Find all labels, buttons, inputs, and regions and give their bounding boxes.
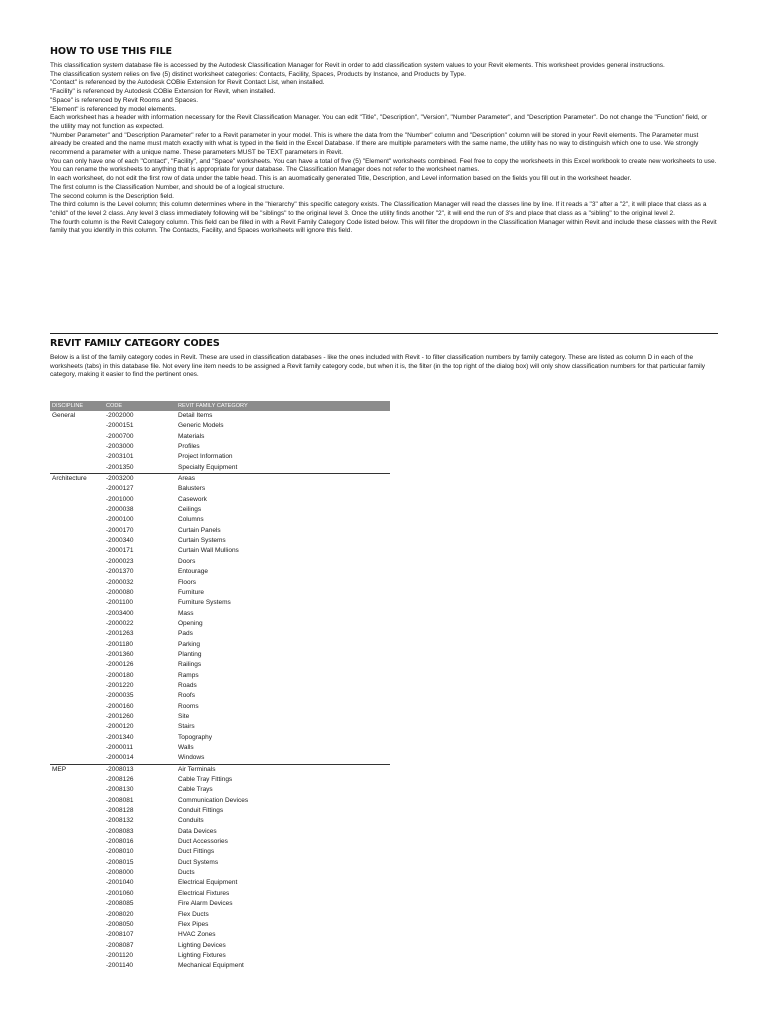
- how-to-section: [50, 46, 718, 308]
- code-cell: -2008015: [106, 858, 134, 866]
- discipline-cell: [50, 505, 104, 515]
- code-cell: -2001120: [106, 951, 133, 959]
- code-cell: -2003200: [106, 475, 134, 483]
- code-cell: -2001360: [106, 650, 134, 658]
- how-to-paragraph: The first column is the Classification Number, and should be of a logical structure.: [50, 183, 285, 191]
- header-discipline: DISCIPLINE: [50, 401, 104, 411]
- code-cell: -2008016: [106, 838, 134, 846]
- code-cell: -2001350: [104, 463, 176, 474]
- category-cell: Communication Devices: [178, 796, 249, 804]
- discipline-cell: [50, 743, 104, 753]
- category-cell: Walls: [178, 744, 194, 751]
- code-cell: -2000038: [106, 506, 134, 514]
- category-cell: Casework: [178, 495, 207, 503]
- code-cell: -2000100: [106, 516, 134, 524]
- how-to-paragraphs: [50, 62, 718, 236]
- how-to-paragraph: You can only have one of each "Contact", "Facility", and "Space" worksheets. You can have a total of five (5) "Element" worksheets combined. Feel free to copy the worksheets in this Excel workbook to create new worksheets to use.: [50, 157, 717, 165]
- table-row: [50, 505, 390, 515]
- code-cell: -2008081: [106, 796, 134, 804]
- codes-title: REVIT FAMILY CATEGORY CODES: [50, 338, 220, 349]
- category-cell: Floors: [178, 578, 197, 586]
- table-row: [50, 847, 390, 857]
- discipline-cell: [50, 920, 104, 930]
- category-cell: Curtain Panels: [178, 526, 221, 534]
- category-cell: Railings: [178, 661, 202, 669]
- discipline-cell: [50, 452, 104, 462]
- code-cell: -2000127: [106, 485, 134, 493]
- header-category: REVIT FAMILY CATEGORY: [176, 401, 390, 411]
- code-cell: -2008010: [106, 848, 134, 856]
- code-cell: -2008130: [106, 786, 134, 794]
- category-cell: Mechanical Equipment: [178, 962, 244, 970]
- table-row: [50, 733, 390, 743]
- discipline-cell: [50, 557, 104, 567]
- table-row: [50, 785, 390, 795]
- table-row: [50, 463, 390, 474]
- discipline-cell: [50, 640, 104, 650]
- code-cell: -2000120: [106, 723, 134, 731]
- code-cell: -2008107: [106, 931, 134, 939]
- code-cell: -2000035: [106, 692, 134, 700]
- code-cell: -2001370: [106, 568, 134, 576]
- category-cell: Cable Tray Fittings: [178, 776, 233, 784]
- discipline-cell: [50, 681, 104, 691]
- table-row: [50, 411, 390, 421]
- category-cell: Data Devices: [178, 827, 217, 835]
- table-row: [50, 753, 390, 764]
- discipline-cell: [50, 753, 104, 764]
- discipline-cell: [50, 785, 104, 795]
- category-cell: Opening: [178, 619, 203, 627]
- how-to-paragraph: This classification system database file is accessed by the Autodesk Classification Manager for Revit in order to add classification system values to your Revit elements. This worksheet provides general instructions.: [50, 62, 665, 69]
- category-cell: Site: [178, 712, 190, 720]
- code-cell: -2003000: [106, 443, 134, 451]
- code-cell: -2008126: [106, 776, 134, 784]
- code-cell: -2003400: [106, 609, 134, 617]
- discipline-cell: MEP: [52, 765, 67, 773]
- discipline-cell: [50, 712, 104, 722]
- code-cell: -2000080: [106, 588, 134, 596]
- code-cell: -2000170: [106, 526, 134, 534]
- code-cell: -2001260: [106, 712, 134, 720]
- category-cell: Curtain Wall Mullions: [178, 547, 239, 555]
- code-cell: -2000160: [106, 702, 134, 710]
- table-row: [50, 578, 390, 588]
- discipline-cell: [50, 733, 104, 743]
- category-cell: Flex Ducts: [178, 910, 209, 918]
- discipline-cell: [50, 837, 104, 847]
- code-cell: -2008087: [106, 941, 134, 949]
- category-cell: Air Terminals: [178, 765, 216, 773]
- table-row: [50, 920, 390, 930]
- table-row: [50, 889, 390, 899]
- discipline-cell: [50, 578, 104, 588]
- code-cell: -2001140: [106, 962, 133, 970]
- category-cell: Windows: [176, 753, 390, 764]
- category-cell: Conduit Fittings: [178, 807, 224, 815]
- category-cell: Furniture: [178, 588, 205, 596]
- table-row: [50, 536, 390, 546]
- table-row: [50, 691, 390, 701]
- category-cell: Ducts: [178, 869, 195, 877]
- how-to-paragraph: You can rename the worksheets to anything that is appropriate for your database. The Classification Manager does not refer to the worksheet names.: [50, 166, 480, 174]
- table-row: [50, 442, 390, 452]
- table-row: [50, 930, 390, 940]
- category-cell: Balusters: [178, 485, 206, 493]
- category-cell: Rooms: [178, 702, 199, 710]
- code-cell: -2008132: [106, 817, 134, 825]
- code-cell: -2001100: [106, 599, 133, 607]
- code-cell: -2000151: [106, 422, 134, 430]
- code-cell: -2008000: [106, 869, 134, 877]
- table-row: [50, 629, 390, 639]
- discipline-cell: [50, 816, 104, 826]
- table-row: [50, 858, 390, 868]
- code-cell: -2008085: [106, 900, 134, 908]
- code-cell: -2003101: [106, 453, 134, 461]
- table-row: [50, 640, 390, 650]
- category-cell: Duct Fittings: [178, 848, 215, 856]
- category-cell: Furniture Systems: [178, 599, 231, 607]
- table-row: [50, 961, 390, 971]
- table-row: [50, 868, 390, 878]
- how-to-paragraph: The classification system relies on five (5) distinct worksheet categories: Contacts, Facility, Spaces, Products by Instance, and Products by Type.: [50, 70, 466, 78]
- codes-section: [50, 338, 718, 380]
- table-row: [50, 764, 390, 775]
- table-row: [50, 827, 390, 837]
- discipline-cell: [50, 598, 104, 608]
- table-row: [50, 671, 390, 681]
- discipline-cell: [50, 858, 104, 868]
- category-cell: Flex Pipes: [178, 920, 209, 928]
- category-cell: Specialty Equipment: [176, 463, 390, 474]
- table-row: [50, 878, 390, 888]
- category-cell: Curtain Systems: [178, 537, 226, 545]
- table-row: [50, 712, 390, 722]
- discipline-cell: [50, 910, 104, 920]
- table-row: [50, 660, 390, 670]
- table-row: [50, 567, 390, 577]
- table-row: [50, 775, 390, 785]
- code-cell: -2001340: [106, 733, 134, 741]
- table-row: [50, 598, 390, 608]
- code-cell: -2000022: [106, 619, 134, 627]
- table-row: [50, 951, 390, 961]
- discipline-cell: [50, 536, 104, 546]
- category-cell: Areas: [178, 475, 195, 483]
- discipline-cell: [50, 889, 104, 899]
- how-to-title: HOW TO USE THIS FILE: [50, 46, 172, 57]
- table-row: [50, 421, 390, 431]
- category-cell: Lighting Devices: [178, 941, 226, 949]
- code-cell: -2000340: [106, 537, 134, 545]
- discipline-cell: [50, 442, 104, 452]
- discipline-cell: [50, 432, 104, 442]
- category-cell: Roofs: [178, 692, 195, 700]
- how-to-paragraph: Each worksheet has a header with information necessary for the Revit Classification Manager. You can edit "Title", "Description", "Version", "Number Parameter", and "Description Parameter". Do not change the "Function" field, or the utility may not function as expected.: [50, 114, 708, 130]
- category-cell: Columns: [178, 516, 204, 524]
- category-cell: Project Information: [178, 453, 233, 461]
- discipline-cell: [50, 526, 104, 536]
- discipline-cell: [50, 484, 104, 494]
- table-row: [50, 588, 390, 598]
- category-cell: Doors: [178, 557, 196, 565]
- category-codes-table: [50, 401, 390, 972]
- how-to-paragraph: The second column is the Description field.: [50, 192, 174, 200]
- table-row: [50, 806, 390, 816]
- discipline-cell: [50, 609, 104, 619]
- table-row: [50, 702, 390, 712]
- section-divider: [50, 333, 718, 334]
- discipline-cell: [50, 650, 104, 660]
- discipline-cell: [50, 702, 104, 712]
- category-cell: Detail Items: [178, 412, 213, 419]
- code-cell: -2000014: [104, 753, 176, 764]
- category-cell: Lighting Fixtures: [178, 951, 226, 959]
- discipline-cell: General: [52, 412, 76, 419]
- table-row: [50, 722, 390, 732]
- discipline-cell: [50, 847, 104, 857]
- codes-intro: Below is a list of the family category codes in Revit. These are used in classification databases - like the ones included with Revit - to filter classification numbers by family category. These are listed as column D in each of the worksheets (tabs) in this database file. Not every line item needs to be assigned a Revit family category code, but when it is, the filter (in the top right of the dialog box) will only show classification numbers for that particular family category, making it easier to find the pertinent ones.: [50, 354, 706, 379]
- discipline-cell: [50, 567, 104, 577]
- category-cell: Entourage: [178, 568, 208, 576]
- how-to-paragraph: "Element" is referenced by model elements.: [50, 105, 177, 113]
- category-cell: Topography: [178, 733, 212, 741]
- table-row: [50, 899, 390, 909]
- category-cell: Ramps: [178, 671, 199, 679]
- category-cell: Conduits: [178, 817, 204, 825]
- how-to-paragraph: The third column is the Level column; this column determines where in the "hierarchy" this specific category exists. The Classification Manager will read the classes line by line. If it reads a "3" after a "2", it will place that class as a "child" of the level 2 class. Any level 3 class immediately following will be "siblings" to the original level 3. Once the utility finds another "2", it will end the run of 3's and place that class as a "sibling" to the original level 2.: [50, 201, 707, 217]
- category-cell: Cable Trays: [178, 786, 213, 794]
- table-row: [50, 910, 390, 920]
- category-cell: Parking: [178, 640, 201, 648]
- discipline-cell: [50, 629, 104, 639]
- code-cell: -2008083: [106, 827, 134, 835]
- header-code: CODE: [104, 401, 176, 411]
- code-cell: -2000180: [106, 671, 134, 679]
- table-row: [50, 743, 390, 753]
- table-row: [50, 619, 390, 629]
- discipline-cell: [50, 899, 104, 909]
- discipline-cell: [50, 660, 104, 670]
- category-cell: Stairs: [178, 723, 195, 731]
- table-header-row: [50, 401, 390, 411]
- category-cell: Duct Accessories: [178, 838, 228, 846]
- table-row: [50, 495, 390, 505]
- code-cell: -2000032: [106, 578, 134, 586]
- category-cell: Pads: [178, 630, 193, 638]
- discipline-cell: [50, 806, 104, 816]
- code-cell: -2001263: [106, 630, 134, 638]
- table-row: [50, 526, 390, 536]
- discipline-cell: [50, 775, 104, 785]
- discipline-cell: [50, 588, 104, 598]
- discipline-cell: [50, 722, 104, 732]
- table-row: [50, 816, 390, 826]
- discipline-cell: [50, 827, 104, 837]
- code-cell: -2000126: [106, 661, 134, 669]
- discipline-cell: [50, 515, 104, 525]
- discipline-cell: [50, 868, 104, 878]
- how-to-paragraph: The fourth column is the Revit Category column. This field can be filled in with a Revit Family Category Code listed below. This will filter the dropdown in the Classification Manager within Revit and include these classes with the Revit family that you identify in this column. The Contacts, Facility, and Spaces worksheets will ignore this field.: [50, 218, 717, 235]
- table-row: [50, 609, 390, 619]
- discipline-cell: [50, 495, 104, 505]
- code-cell: -2001040: [106, 879, 134, 887]
- discipline-cell: [50, 421, 104, 431]
- category-cell: Roads: [178, 681, 197, 689]
- how-to-paragraph: In each worksheet, do not edit the first row of data under the table head. This is an auomatically generated Title, Description, and Level information based on the fields you fill out in the worksheet header.: [50, 175, 632, 183]
- discipline-cell: [50, 546, 104, 556]
- category-cell: Electrical Equipment: [178, 879, 238, 887]
- code-cell: -2000700: [106, 432, 134, 440]
- code-cell: -2001000: [106, 495, 134, 503]
- discipline-cell: Architecture: [52, 475, 87, 483]
- table-row: [50, 515, 390, 525]
- category-cell: Fire Alarm Devices: [178, 900, 233, 908]
- how-to-paragraph: "Facility" is referenced by Autodesk COBie Extension for Revit, when installed.: [50, 88, 276, 96]
- table-row: [50, 681, 390, 691]
- discipline-cell: [50, 671, 104, 681]
- how-to-paragraph: "Contact" is referenced by the Autodesk COBie Extension for Revit Contact List, when installed.: [50, 79, 325, 87]
- discipline-cell: [50, 691, 104, 701]
- code-cell: -2001180: [106, 640, 133, 648]
- code-cell: -2000011: [106, 744, 133, 751]
- table-row: [50, 837, 390, 847]
- table-row: [50, 557, 390, 567]
- table-row: [50, 484, 390, 494]
- category-cell: Generic Models: [178, 422, 224, 430]
- discipline-cell: [50, 930, 104, 940]
- discipline-cell: [50, 951, 104, 961]
- discipline-cell: [50, 961, 104, 971]
- discipline-cell: [50, 878, 104, 888]
- how-to-paragraph: "Space" is referenced by Revit Rooms and Spaces.: [50, 96, 199, 104]
- table-row: [50, 650, 390, 660]
- code-cell: -2001060: [106, 889, 134, 897]
- code-cell: -2000171: [106, 547, 134, 555]
- code-cell: -2008020: [106, 910, 134, 918]
- category-cell: Duct Systems: [178, 858, 219, 866]
- table-row: [50, 452, 390, 462]
- category-cell: Planting: [178, 650, 202, 658]
- table-row: [50, 941, 390, 951]
- code-cell: -2001220: [106, 681, 134, 689]
- code-cell: -2008128: [106, 807, 134, 815]
- table-row: [50, 432, 390, 442]
- discipline-cell: [50, 941, 104, 951]
- code-cell: -2008050: [106, 920, 134, 928]
- table-row: [50, 474, 390, 485]
- code-cell: -2000023: [106, 557, 134, 565]
- table-row: [50, 796, 390, 806]
- table-row: [50, 546, 390, 556]
- category-cell: Ceilings: [178, 506, 202, 514]
- category-cell: Electrical Fixtures: [178, 889, 230, 897]
- discipline-cell: [50, 796, 104, 806]
- category-cell: Profiles: [178, 443, 200, 451]
- category-cell: Materials: [178, 432, 205, 440]
- discipline-cell: [50, 463, 104, 474]
- code-cell: -2002000: [106, 412, 134, 419]
- category-cell: HVAC Zones: [178, 931, 216, 939]
- code-cell: -2008013: [106, 765, 134, 773]
- how-to-paragraph: "Number Parameter" and "Description Parameter" refer to a Revit parameter in your model. This is where the data from the "Number" column and "Description" column will be stored in your Revit elements. The Parameter must already be created and the name must match exactly with what is typed in the field in the Excel Database. If there are multiple parameters with the same name, the utility has no way to distinguish which one to use. We strongly recommend a parameter with a unique name. These parameters MUST be TEXT parameters in Revit.: [50, 131, 699, 157]
- discipline-cell: [50, 619, 104, 629]
- category-cell: Mass: [178, 609, 194, 617]
